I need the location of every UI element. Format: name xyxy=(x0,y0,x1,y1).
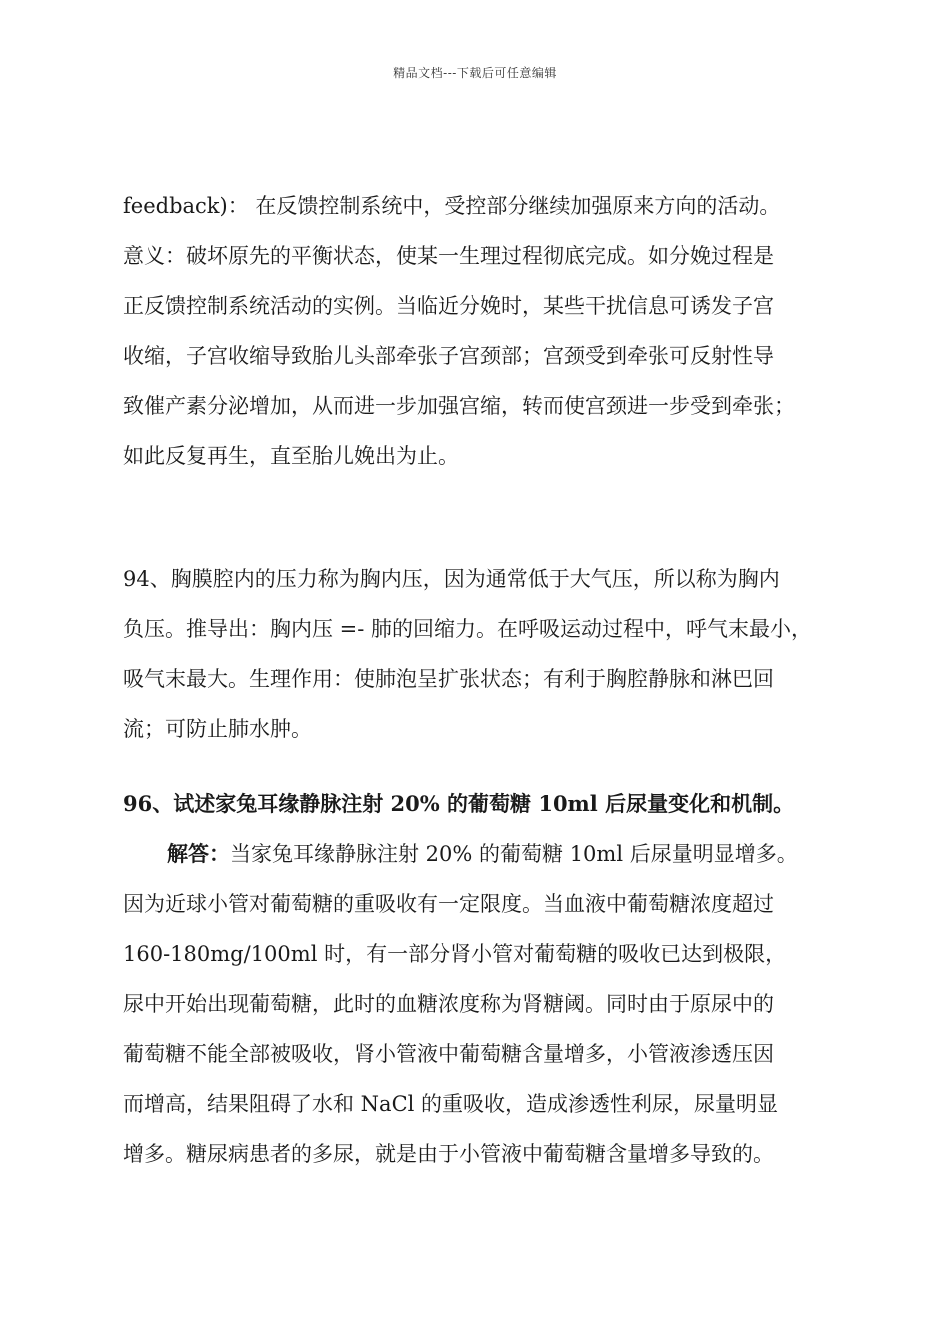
paragraph-line: 而增高，结果阻碍了水和 NaCl 的重吸收，造成渗透性利尿，尿量明显 xyxy=(123,1092,779,1116)
answer-label: 解答： xyxy=(167,841,230,866)
question-94-paragraph xyxy=(123,554,843,754)
paragraph-line: 收缩，子宫收缩导致胎儿头部牵张子宫颈部；宫颈受到牵张可反射性导 xyxy=(123,344,774,368)
paragraph-line: 葡萄糖不能全部被吸收，肾小管液中葡萄糖含量增多，小管液渗透压因 xyxy=(123,1042,774,1066)
page-header: 精品文档---下载后可任意编辑 xyxy=(393,66,557,80)
answer-first-line xyxy=(123,829,843,879)
paragraph-line: 尿中开始出现葡萄糖，此时的血糖浓度称为肾糖阈。同时由于原尿中的 xyxy=(123,992,774,1016)
paragraph-line: 流；可防止肺水肿。 xyxy=(123,717,312,741)
answer-first-text: 当家兔耳缘静脉注射 20% 的葡萄糖 10ml 后尿量明显增多。 xyxy=(230,842,798,866)
paragraph-line: feedback)： 在反馈控制系统中，受控部分继续加强原来方向的活动。 xyxy=(123,194,781,218)
paragraph-line: 因为近球小管对葡萄糖的重吸收有一定限度。当血液中葡萄糖浓度超过 xyxy=(123,892,774,916)
question-96-title: 96、试述家兔耳缘静脉注射 20% 的葡萄糖 10ml 后尿量变化和机制。 xyxy=(123,791,795,816)
paragraph-line: 意义：破坏原先的平衡状态，使某一生理过程彻底完成。如分娩过程是 xyxy=(123,244,774,268)
paragraph-line: 负压。推导出：胸内压 =- 肺的回缩力。在呼吸运动过程中，呼气末最小， xyxy=(123,617,813,641)
paragraph-line: 吸气末最大。生理作用：使肺泡呈扩张状态；有利于胸腔静脉和淋巴回 xyxy=(123,667,774,691)
question-96-section xyxy=(123,779,843,1179)
paragraph-line: 如此反复再生，直至胎儿娩出为止。 xyxy=(123,444,459,468)
paragraph-line: 94、胸膜腔内的压力称为胸内压，因为通常低于大气压，所以称为胸内 xyxy=(123,567,780,591)
feedback-paragraph xyxy=(123,181,843,481)
paragraph-line: 增多。糖尿病患者的多尿，就是由于小管液中葡萄糖含量增多导致的。 xyxy=(123,1142,774,1166)
paragraph-line: 致催产素分泌增加，从而进一步加强宫缩，转而使宫颈进一步受到牵张； xyxy=(123,394,795,418)
paragraph-line: 正反馈控制系统活动的实例。当临近分娩时，某些干扰信息可诱发子宫 xyxy=(123,294,774,318)
paragraph-line: 160-180mg/100ml 时，有一部分肾小管对葡萄糖的吸收已达到极限， xyxy=(123,942,787,966)
